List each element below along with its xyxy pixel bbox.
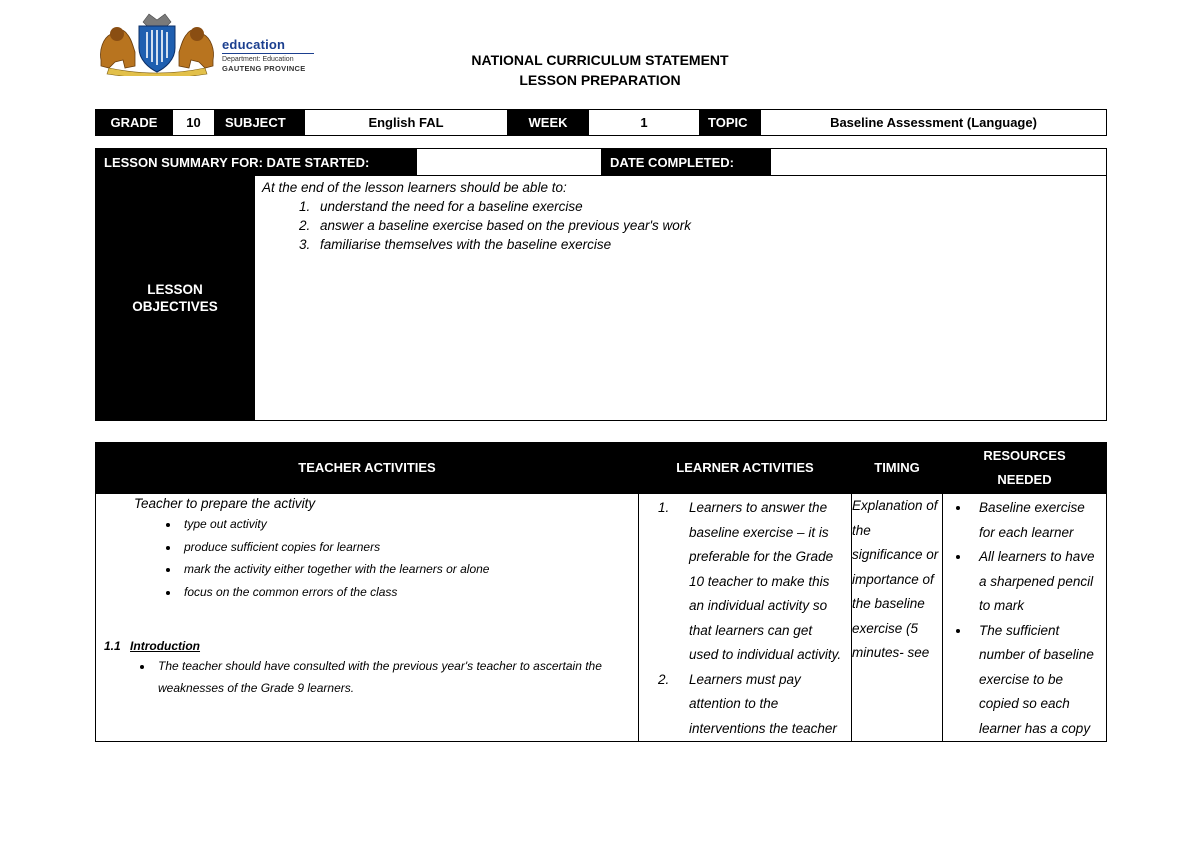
week-value: 1 [589,110,700,136]
prep-item: • produce sufficient copies for learners [180,536,638,559]
objectives-label-line1: LESSON [147,282,203,297]
grade-label: GRADE [96,110,173,136]
resources-needed-header: RESOURCES NEEDED [943,443,1107,494]
brand-name: education [222,37,286,52]
resource-item: • All learners to have a sharpened pencil to mark [971,545,1106,619]
objectives-label-line2: OBJECTIVES [132,299,218,314]
prep-item: • type out activity [180,513,638,536]
objective-item: 2. answer a baseline exercise based on the previous year's work [314,216,1106,235]
resource-item: • The sufficient number of baseline exercise to be copied so each learner has a copy [971,619,1106,742]
learner-activity-item: 1. Learners to answer the baseline exercise – it is preferable for the Grade 10 teacher to make this an individual activity so that learners can get used to individual activity. [673,496,851,668]
lesson-objectives-content [255,176,1107,421]
prep-item: • mark the activity either together with the learners or alone [180,558,638,581]
learner-activity-item: 2. Learners must pay attention to the interventions the teacher [673,668,851,742]
teacher-prep-text: Teacher to prepare the activity [134,496,316,511]
learner-activities-cell [639,494,852,742]
lesson-objectives-label [96,176,255,421]
subject-label: SUBJECT [215,110,305,136]
activities-table [95,442,1107,742]
prep-item: • focus on the common errors of the class [180,581,638,604]
objective-item: 3. familiarise themselves with the baseline exercise [314,235,1106,254]
timing-cell: Explanation of the significance or importance of the baseline exercise (5 minutes- see [852,494,943,742]
lesson-summary-date-started-label: LESSON SUMMARY FOR: DATE STARTED: [96,149,417,176]
resources-cell [943,494,1107,742]
week-label: WEEK [508,110,589,136]
document-title: NATIONAL CURRICULUM STATEMENT [471,52,729,68]
lesson-summary-table [95,148,1107,421]
introduction-heading [96,639,638,653]
teacher-activities-cell [96,494,639,742]
teacher-activities-header: TEACHER ACTIVITIES [96,443,639,494]
department-name: Department: Education [222,56,294,63]
objectives-intro: At the end of the lesson learners should be able to: [262,180,567,195]
date-completed-field[interactable] [771,149,1107,176]
resource-item: • Baseline exercise for each learner [971,496,1106,545]
timing-header: TIMING [852,443,943,494]
subject-value: English FAL [305,110,508,136]
introduction-title: Introduction [130,639,201,653]
date-completed-label: DATE COMPLETED: [602,149,771,176]
introduction-number: 1.1 [104,639,121,653]
introduction-item: • The teacher should have consulted with the previous year's teacher to ascertain the weaknesses of the Grade 9 learners. [154,655,638,699]
document-subtitle: LESSON PREPARATION [519,72,681,88]
date-started-field[interactable] [417,149,602,176]
topic-value: Baseline Assessment (Language) [761,110,1107,136]
learner-activities-header: LEARNER ACTIVITIES [639,443,852,494]
province-name: GAUTENG PROVINCE [222,64,306,73]
objective-item: 1. understand the need for a baseline exercise [314,197,1106,216]
lesson-info-table [95,109,1107,136]
grade-value: 10 [173,110,215,136]
topic-label: TOPIC [700,110,761,136]
